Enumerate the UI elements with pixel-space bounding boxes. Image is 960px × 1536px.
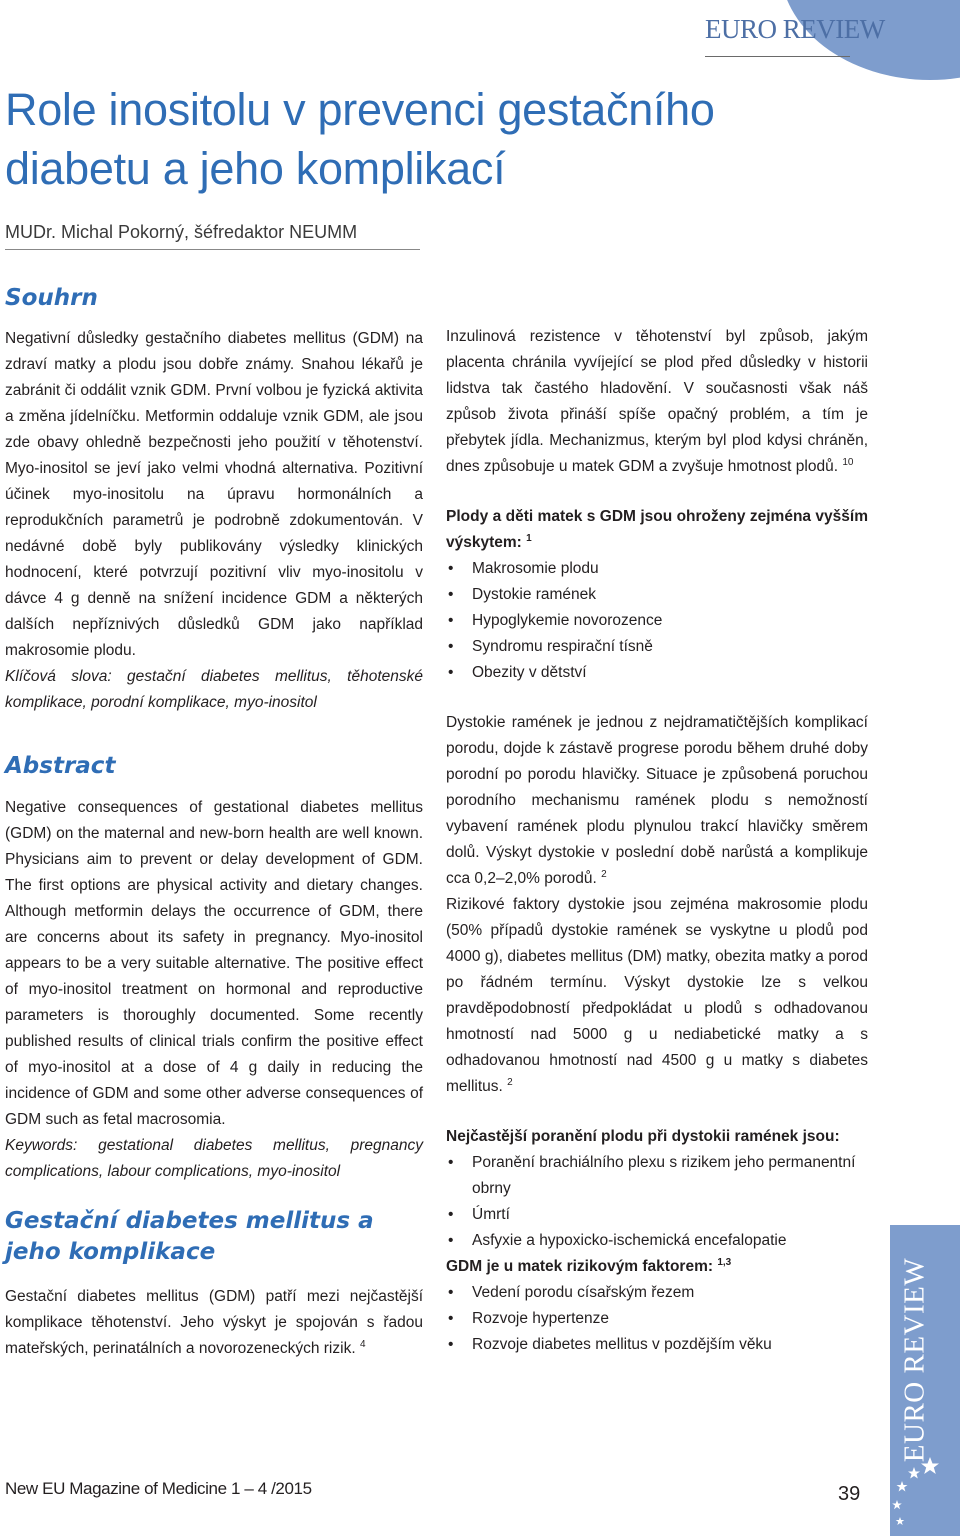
section-heading: Gestační diabetes mellitus a jeho komplikace: [5, 1208, 374, 1265]
list2: [446, 1150, 868, 1254]
list1: [446, 556, 868, 686]
right-para-2-text: Dystokie ramének je jednou z nejdramatičtějších komplikací porodu, dojde k zástavě progrese porodu během druhé doby porodní po porodu hlavičky. Situace je způsobená poruchou porodního mechanismu ramének plodu s nemožností vybavení ramének plodu plynulou trakcí hlavičky směrem dolů. Výskyt dystokie v poslední době narůstá a komplikuje cca 0,2–2,0% porodů.: [446, 714, 868, 887]
abstract-text: Negative consequences of gestational diabetes mellitus (GDM) on the maternal and new-born health are well known. Physicians aim to prevent or delay development of GDM. The first options are physical activity and dietary changes. Although metformin delays the occurrence of GDM, there are concerns about its safety in pregnancy. Myo-inositol appears to be a very suitable alternative. The positive effect of myo-inositol treatment on hormonal and reproductive parameters is thoroughly documented. Some recently published results of clinical trials confirm the positive effect of myo-inositol at a dose of 4 g daily in reducing the incidence of GDM and some other adverse consequences of GDM such as fetal macrosomia.: [5, 799, 423, 1128]
list3-title-text: GDM je u matek rizikovým faktorem:: [446, 1258, 714, 1275]
right-para-3: [446, 892, 868, 1100]
list1-title: [446, 504, 868, 556]
list-item: • Rozvoje hypertenze: [446, 1306, 868, 1332]
list-item: • Rozvoje diabetes mellitus v pozdějším věku: [446, 1332, 868, 1358]
right-para-3-ref: 2: [507, 1076, 513, 1088]
section-paragraph: [5, 1284, 423, 1362]
author-divider: [5, 249, 420, 250]
abstract-keywords: Keywords: gestational diabetes mellitus, pregnancy complications, labour complications, myo-inositol: [5, 1137, 423, 1180]
list3-title-ref: 1,3: [717, 1256, 732, 1268]
left-column: [5, 285, 423, 1362]
list-item: • Asfyxie a hypoxicko-ischemická encefalopatie: [446, 1228, 868, 1254]
header-divider: [705, 56, 850, 57]
right-column: [446, 324, 868, 1358]
author: MUDr. Michal Pokorný, šéfredaktor NEUMM: [5, 222, 358, 242]
list-item: • Hypoglykemie novorozence: [446, 608, 868, 634]
list-item: • Obezity v dětství: [446, 660, 868, 686]
list3: [446, 1280, 868, 1358]
list-item: • Syndromu respirační tísně: [446, 634, 868, 660]
right-para-2-ref: 2: [601, 868, 607, 880]
page-title: [5, 80, 855, 198]
list-item: • Poranění brachiálního plexu s rizikem jeho permanentní obrny: [446, 1150, 868, 1202]
souhrn-heading: Souhrn: [5, 285, 98, 311]
title-line-2: diabetu a jeho komplikací: [5, 143, 506, 194]
souhrn-text: Negativní důsledky gestačního diabetes mellitus (GDM) na zdraví matky a plodu jsou dobře známy. Snahou lékařů je zabránit či oddálit vznik GDM. První volbou je fyzická aktivita a změna jídelníčku. Metformin oddaluje vznik GDM, ale jsou zde obavy ohledně bezpečnosti jeho použití v těhotenství. Myo-inositol se jeví jako velmi vhodná alternativa. Pozitivní účinek myo-inositolu na úpravu hormonálních a reprodukčních parametrů je podrobně zdokumentován. V nedávné době byly publikovány výsledky klinických hodnocení, které potvrzují pozitivní vliv myo-inositolu v dávce 4 g denně na snížení incidence GDM a některých dalších nepříznivých důsledků GDM jako například makrosomie plodu.: [5, 330, 423, 659]
right-para-3-text: Rizikové faktory dystokie jsou zejména makrosomie plodu (50% případů dystokie ramének se vyskytne u plodů pod 4000 g), diabetes mellitus (DM) matky, obezita matky a porod po řádném termínu. Výskyt dystokie lze s velkou pravděpodobností předpokládat u plodů s odhadovanou hmotností nad 5000 g u nediabetické matky a s odhadovanou hmotností nad 4500 g u matky s diabetes mellitus.: [446, 896, 868, 1095]
list1-title-ref: 1: [526, 532, 532, 544]
section-ref: 4: [359, 1338, 366, 1350]
right-para-1-text: Inzulinová rezistence v těhotenství byl způsob, jakým placenta chránila vyvíjející se plod před důsledky v historii lidstva tak častého hladovění. V současnosti však náš způsob života přináší spíše opačný problém, a tím je přebytek jídla. Mechanizmus, kterým byl plod kdysi chráněn, dnes způsobuje u matek GDM a zvyšuje hmotnost plodů.: [446, 328, 868, 475]
right-para-2: [446, 710, 868, 892]
title-line-1: Role inositolu v prevenci gestačního: [5, 84, 715, 135]
section-text: Gestační diabetes mellitus (GDM) patří mezi nejčastější komplikace těhotenství. Jeho výskyt je spojován s řadou mateřských, perinatálních a novorozeneckých rizik.: [5, 1288, 423, 1357]
souhrn-keywords: Klíčová slova: gestační diabetes mellitus, těhotenské komplikace, porodní komplikace, myo-inositol: [5, 668, 423, 711]
page-number: 39: [838, 1483, 861, 1505]
right-para-1-ref: 10: [842, 456, 854, 468]
list-item: • Vedení porodu císařským řezem: [446, 1280, 868, 1306]
list2-title: Nejčastější poranění plodu při dystokii ramének jsou:: [446, 1128, 840, 1145]
list1-title-text: Plody a děti matek s GDM jsou ohroženy zejména vyšším výskytem:: [446, 508, 868, 551]
eu-stars-icon: [892, 1455, 952, 1535]
abstract-heading: Abstract: [5, 753, 116, 779]
list-item: • Makrosomie plodu: [446, 556, 868, 582]
list-item: • Úmrtí: [446, 1202, 868, 1228]
list-item: • Dystokie ramének: [446, 582, 868, 608]
list3-title: [446, 1254, 868, 1280]
footer-journal: New EU Magazine of Medicine 1 – 4 /2015: [5, 1479, 312, 1498]
header-brand: EURO REVIEW: [705, 14, 885, 44]
right-para-1: [446, 324, 868, 480]
side-band-label: EURO REVIEW: [898, 1257, 931, 1463]
